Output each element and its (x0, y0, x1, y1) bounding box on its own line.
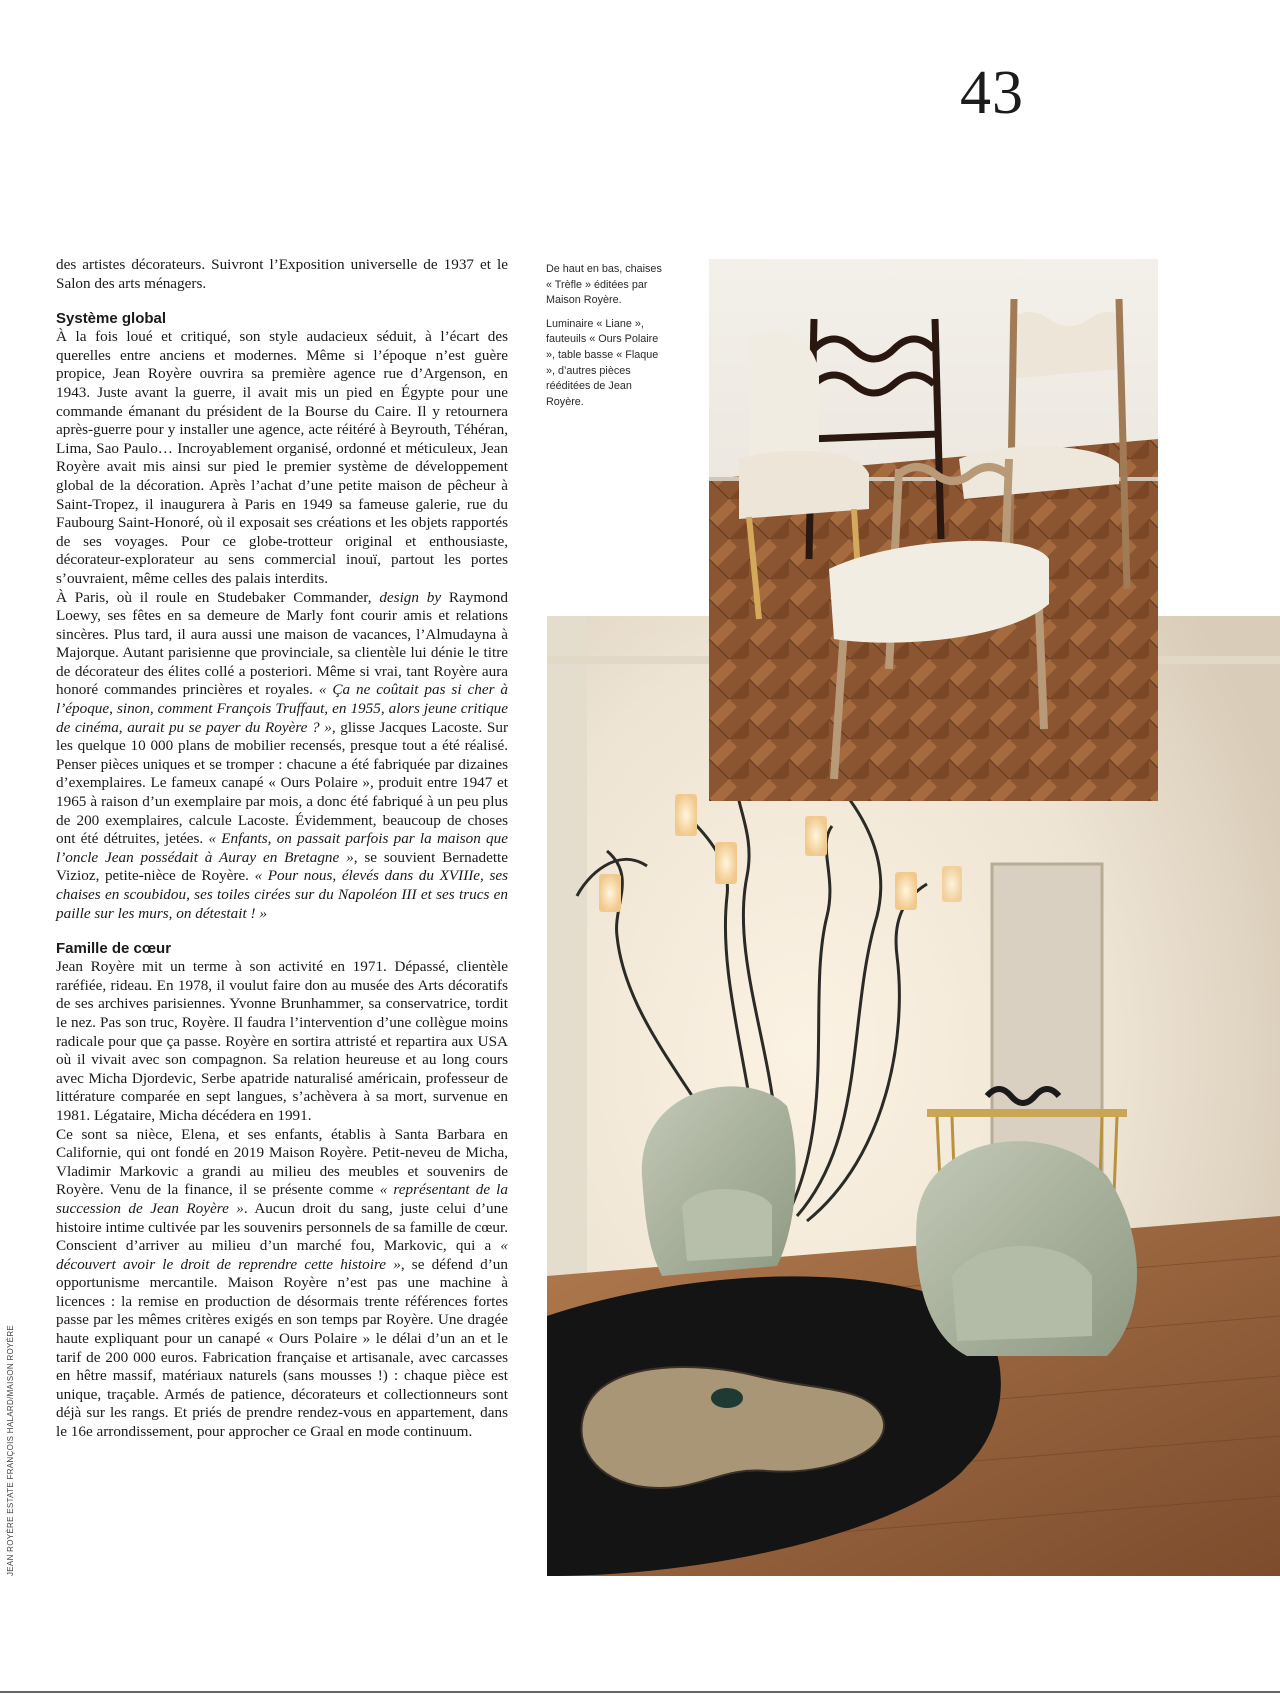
section-heading-systeme-global: Système global (56, 310, 167, 328)
brass-console (927, 1109, 1127, 1117)
paragraph: À la fois loué et critiqué, son style audacieux séduit, à l’écart des querelles entre anciens et modernes. Même si l’époque n’est guère propice, Jean Royère ouvrira sa première agence rue d’Argenson, en 1943. Juste avant la guerre, il avait mis un pied en Égypte pour une commande émanant du président de la Bourse du Caire. Il y retournera après-guerre pour y installer une agence, acte réitéré à Beyrouth, Téhéran, Lima, Sao Paulo… Incroyablement organisé, ordonné et méticuleux, Jean Royère avait mis ainsi sur pied le premier système de développement global de la décoration. Après l’achat d’une petite maison de pêcheur à Saint-Tropez, il inaugurera à Paris en 1949 sa fameuse galerie, rue du Faubourg Saint-Honoré, où il exposait ses créations et les objets rapportés de ses voyages. Pour ce globe-trotteur original et enthousiaste, décorateur-explorateur au sens commercial inouï, partout les portes s’ouvraient, même celles des palais interdits. (56, 328, 508, 587)
caption-second: Luminaire « Liane », fauteuils « Ours Polaire », table basse « Flaque », d’autres pièces rééditées de Jean Royère. (546, 317, 659, 408)
photo-caption (546, 262, 666, 418)
ours-polaire-armchair-left (642, 1086, 796, 1276)
photo-credit: JEAN ROYÈRE ESTATE FRANÇOIS HALARD/MAISON ROYÈRE (6, 1324, 15, 1576)
wall-mirror (992, 864, 1102, 1182)
chairs-photo (709, 259, 1158, 801)
ours-polaire-armchair-right (916, 1141, 1137, 1356)
page-number: 43 (960, 59, 1024, 127)
article-body (56, 256, 508, 1442)
bottom-rule (0, 1691, 1280, 1693)
section-heading-famille-de-coeur: Famille de cœur (56, 940, 172, 958)
caption-first: De haut en bas, chaises « Trèfle » éditées par Maison Royère. (546, 263, 662, 307)
paragraph: Ce sont sa nièce, Elena, et ses enfants, établis à Santa Barbara en Californie, qui ont fondé en 2019 Maison Royère. Petit-neveu de Micha, Vladimir Markovic a grandi au milieu des meubles et souvenirs de Royère. Venu de la finance, il se présente comme « représentant de la succession de Jean Royère ». Aucun droit du sang, juste celui d’une histoire intime cultivée par les souvenirs personnels de sa famille de cœur. Conscient d’arriver au milieu d’un marché fou, Markovic, qui a « découvert avoir le droit de reprendre cette histoire », se défend d’un opportunisme mercantile. Maison Royère n’est pas une machine à licences : la remise en production de désormais trente références fortes passe par les mêmes critères exigés en son temps par Royère. Une dragée haute expliquant pour un canapé « Ours Polaire » le délai d’un an et le tarif de 200 000 euros. Fabrication française et artisanale, avec carcasses en hêtre massif, matériaux naturels (sans mousses !) : chaque pièce est unique, traçable. Armés de patience, décorateurs et collectionneurs sont déjà sur les rangs. Et priés de prendre rendez-vous en appartement, dans le 16e arrondissement, pour approcher ce Graal en mode continuum. (56, 1125, 509, 1441)
paragraph: À Paris, où il roule en Studebaker Commander, design by Raymond Loewy, ses fêtes en sa demeure de Marly font courir amis et relations sincères. Plus tard, il aura aussi une maison de vacances, l’Almudayna à Majorque. Autant parisienne que provinciale, sa clientèle lui dénie le titre de décorateur des élites collé a posteriori. Même si vrai, tant Royère aura honoré commandes princières et royales. « Ça ne coûtait pas si cher à l’époque, sinon, comment François Truffaut, en 1955, alors jeune critique de cinéma, aurait pu se payer du Royère ? », glisse Jacques Lacoste. Sur les quelque 10 000 plans de mobilier recensés, presque tout a été réalisé. Penser pièces uniques et se tromper : chacune a été fabriquée par dizaines d’exemplaires. Le fameux canapé « Ours Polaire », produit entre 1947 et 1965 à raison d’un exemplaire par mois, a donc été fabriqué à un peu plus de 200 exemplaires, calcule Lacoste. Évidemment, beaucoup de choses ont été détruites, jetées. « Enfants, on passait parfois par la maison que l’oncle Jean possédait à Auray en Bretagne », se souvient Bernadette Vizioz, petite-nièce de Royère. « Pour nous, élevés dans du XVIIIe, ses chaises en scoubidou, ses toiles cirées sur du Napoléon III et ses trucs en paille sur les murs, on détestait ! » (56, 588, 509, 922)
paragraph: Jean Royère mit un terme à son activité en 1971. Dépassé, clientèle raréfiée, rideau. En 1978, il voulut faire don au musée des Arts décoratifs de ses archives parisiennes. Yvonne Brunhammer, sa conservatrice, tordit le nez. Pas son truc, Royère. Il faudra l’intervention d’une collègue moins radicale pour que ça passe. Royère en sortira attristé et repartira aux USA où il vivait avec son compagnon. Sa relation heureuse et au long cours avec Micha Djordevic, Serbe apatride naturalisé américain, professeur de littérature comparée en sept langues, s’achèvera à sa mort, survenue en 1981. Légataire, Micha décédera en 1991. (56, 958, 508, 1124)
article-intro: des artistes décorateurs. Suivront l’Exposition universelle de 1937 et le Salon des arts ménagers. (56, 256, 508, 292)
